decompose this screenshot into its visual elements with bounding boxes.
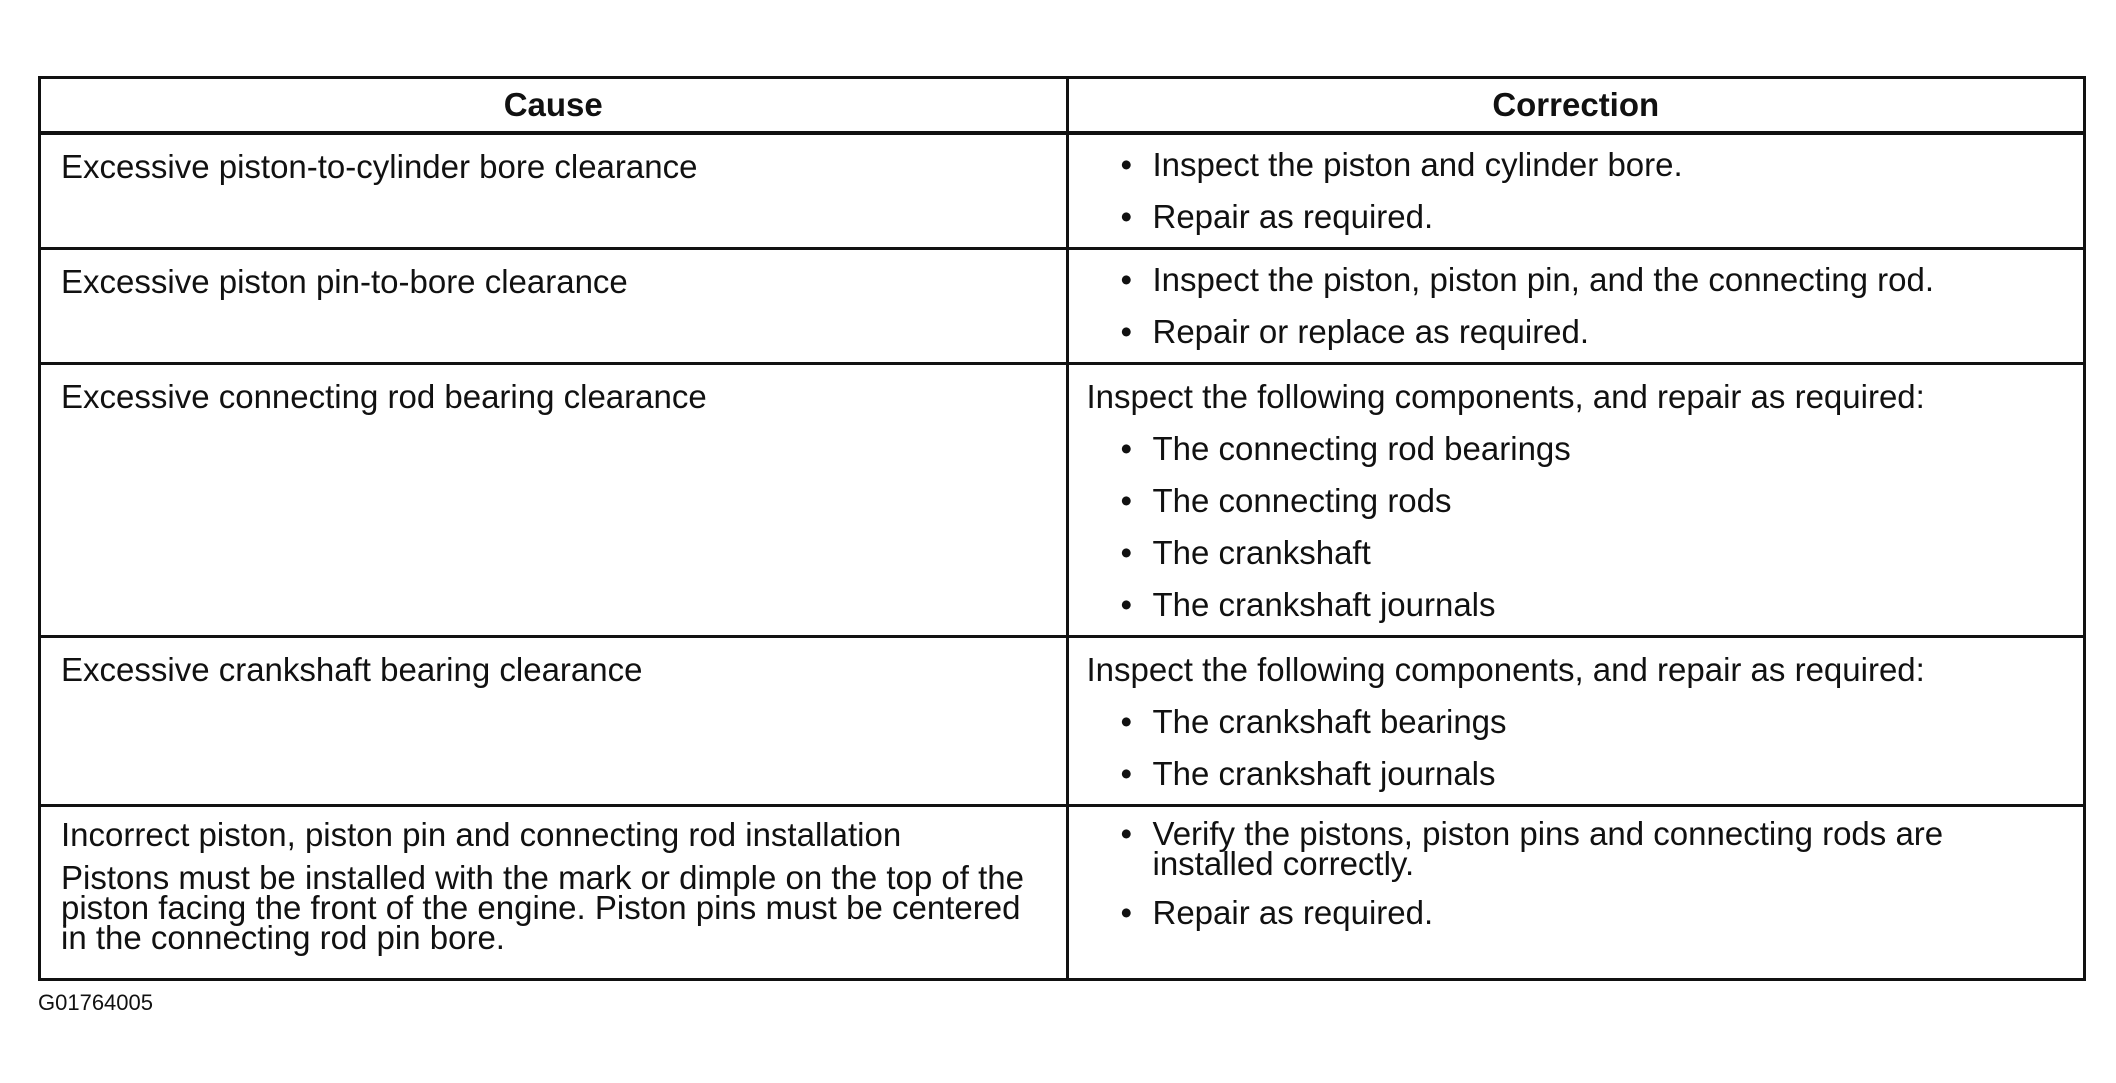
correction-item xyxy=(1121,262,2064,298)
correction-item xyxy=(1121,314,2064,350)
diagnostic-table xyxy=(38,76,2086,981)
cause-correction-table xyxy=(41,79,2083,978)
correction-item-text: Repair or replace as required. xyxy=(1152,313,1590,350)
correction-item xyxy=(1121,756,2064,792)
bullet-icon: • xyxy=(1120,894,1133,931)
correction-item-text: Repair as required. xyxy=(1152,198,1434,235)
correction-item-text: The connecting rod bearings xyxy=(1152,430,1571,467)
cause-text: Excessive piston pin-to-bore clearance xyxy=(61,263,628,300)
correction-item-text: Inspect the piston and cylinder bore. xyxy=(1152,146,1683,183)
bullet-icon: • xyxy=(1120,703,1133,740)
cause-text: Incorrect piston, piston pin and connecting rod installation xyxy=(61,816,902,853)
cause-cell xyxy=(41,637,1067,806)
correction-item xyxy=(1121,483,2064,519)
correction-list xyxy=(1087,704,2064,792)
correction-item-text: The crankshaft journals xyxy=(1152,755,1496,792)
correction-list xyxy=(1087,262,2064,350)
cause-note: Pistons must be installed with the mark or dimple on the top of the piston facing the front of the engine. Piston pins must be centered in the connecting rod pin bore. xyxy=(61,859,1024,956)
correction-cell xyxy=(1067,249,2083,364)
cause-text: Excessive crankshaft bearing clearance xyxy=(61,651,643,688)
correction-intro: Inspect the following components, and repair as required: xyxy=(1086,651,1925,688)
correction-item xyxy=(1120,815,2064,882)
correction-item-text: Repair as required. xyxy=(1152,894,1434,931)
correction-item xyxy=(1121,147,2064,183)
table-row xyxy=(41,249,2083,364)
correction-cell xyxy=(1067,637,2083,806)
table-row xyxy=(41,637,2083,806)
bullet-icon: • xyxy=(1120,430,1133,467)
correction-item-text: Verify the pistons, piston pins and connecting rods are installed correctly. xyxy=(1152,815,1944,882)
correction-item-text: The crankshaft bearings xyxy=(1152,703,1507,740)
table-row xyxy=(41,806,2083,978)
correction-list xyxy=(1087,431,2064,623)
bullet-icon: • xyxy=(1120,534,1133,571)
correction-cell xyxy=(1067,806,2083,978)
bullet-icon: • xyxy=(1120,198,1133,235)
correction-item xyxy=(1121,895,2064,931)
bullet-icon: • xyxy=(1120,313,1133,350)
bullet-icon: • xyxy=(1120,146,1133,183)
correction-item xyxy=(1121,535,2064,571)
bullet-icon: • xyxy=(1120,755,1133,792)
bullet-icon: • xyxy=(1120,815,1133,852)
cause-text: Excessive piston-to-cylinder bore clearance xyxy=(61,148,698,185)
correction-item-text: The crankshaft journals xyxy=(1152,586,1496,623)
correction-list xyxy=(1087,815,2064,931)
correction-cell xyxy=(1067,133,2083,249)
bullet-icon: • xyxy=(1120,586,1133,623)
table-row xyxy=(41,133,2083,249)
correction-list xyxy=(1087,147,2064,235)
cause-cell xyxy=(41,249,1067,364)
header-row xyxy=(41,79,2083,133)
correction-item-text: The crankshaft xyxy=(1152,534,1371,571)
table-row xyxy=(41,364,2083,637)
cause-cell xyxy=(41,133,1067,249)
correction-item-text: Inspect the piston, piston pin, and the connecting rod. xyxy=(1152,261,1935,298)
correction-item xyxy=(1121,704,2064,740)
figure-code: G01764005 xyxy=(38,990,153,1015)
header-correction: Correction xyxy=(1067,79,2083,133)
header-cause: Cause xyxy=(41,79,1067,133)
bullet-icon: • xyxy=(1120,482,1133,519)
cause-text: Excessive connecting rod bearing clearance xyxy=(61,378,707,415)
correction-item-text: The connecting rods xyxy=(1152,482,1452,519)
correction-item xyxy=(1121,431,2064,467)
correction-item xyxy=(1121,199,2064,235)
correction-cell xyxy=(1067,364,2083,637)
correction-intro: Inspect the following components, and repair as required: xyxy=(1086,378,1925,415)
cause-cell xyxy=(41,364,1067,637)
cause-cell xyxy=(41,806,1067,978)
bullet-icon: • xyxy=(1120,261,1133,298)
table-body xyxy=(41,133,2083,978)
correction-item xyxy=(1121,587,2064,623)
